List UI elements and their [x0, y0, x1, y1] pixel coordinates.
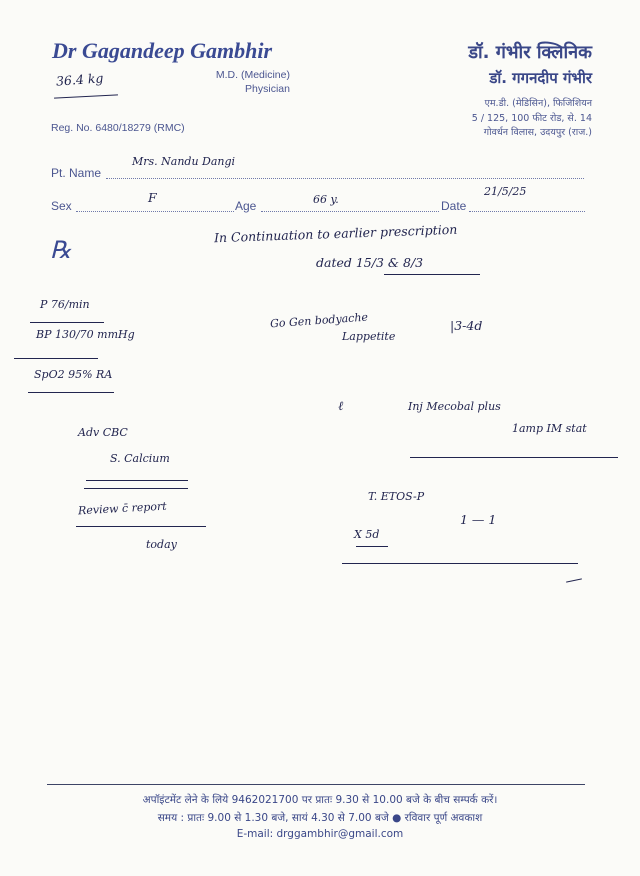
footer-timings: समय : प्रातः 9.00 से 1.30 बजे, सायं 4.30 से 7.00 बजे ● रविवार पूर्ण अवकाश [157, 812, 483, 824]
inj-line-2: 1amp IM stat [512, 422, 587, 435]
inj-marker: ℓ [338, 398, 344, 413]
pulse-value: P 76/min [40, 298, 90, 311]
registration-number: Reg. No. 6480/18279 (RMC) [51, 122, 185, 134]
address-line-2: गोवर्धन विलास, उदयपुर (राज.) [483, 127, 592, 138]
rx-symbol: ℞ [50, 238, 72, 264]
bp-value: BP 130/70 mmHg [36, 328, 135, 341]
weight-note: 36.4 kg [55, 70, 104, 89]
tab-dose: 1 — 1 [460, 512, 497, 527]
continuation-line-1: In Continuation to earlier prescription [213, 221, 458, 246]
footer-appointment: अपॉइंटमेंट लेने के लिये 9462021700 पर प्रातः 9.30 से 10.00 बजे के बीच सम्पर्क करें। [142, 794, 498, 806]
date-label: Date [441, 199, 467, 213]
inj-underline [410, 457, 618, 458]
doctor-name-hindi: डॉ. गगनदीप गंभीर [489, 69, 592, 87]
qualification-hindi: एम.डी. (मेडिसिन), फिजिशियन [484, 98, 592, 109]
patient-name-value: Mrs. Nandu Dangi [132, 155, 236, 168]
inj-line-1: Inj Mecobal plus [408, 400, 501, 413]
age-line [261, 211, 439, 212]
complaint-line-1: Go Gen bodyache [269, 310, 369, 331]
sex-value: F [148, 190, 157, 205]
tab-underline [342, 563, 578, 564]
doctor-designation: Physician [245, 83, 290, 95]
continuation-underline [384, 274, 480, 275]
pulse-underline [30, 322, 104, 323]
date-value: 21/5/25 [484, 185, 527, 198]
doctor-qualification: M.D. (Medicine) [215, 69, 290, 81]
review-line-2: today [146, 538, 177, 551]
complaint-duration: |3-4d [450, 318, 483, 333]
age-label: Age [235, 199, 257, 213]
tab-line: T. ETOS-P [368, 490, 425, 503]
tab-freq-underline [356, 546, 388, 547]
review-underline [76, 526, 206, 527]
footer-email: E-mail: drggambhir@gmail.com [236, 828, 404, 840]
spo2-value: SpO2 95% RA [34, 368, 113, 381]
clinic-name-hindi: डॉ. गंभीर क्लिनिक [468, 42, 592, 63]
weight-underline [54, 94, 118, 98]
advice-line-1: Adv CBC [78, 426, 128, 439]
advice-underline-1 [86, 480, 188, 481]
footer-divider [47, 784, 585, 785]
address-line-1: 5 / 125, 100 फीट रोड, से. 14 [471, 113, 592, 124]
sex-line [76, 211, 234, 212]
spo2-underline [28, 392, 114, 393]
continuation-line-2: dated 15/3 & 8/3 [316, 255, 424, 270]
advice-underline-2 [84, 488, 188, 489]
doctor-name: Dr Gagandeep Gambhir [52, 38, 273, 63]
patient-name-line [106, 178, 584, 179]
review-line-1: Review c̄ report [77, 499, 167, 518]
date-line [469, 211, 585, 212]
patient-name-label: Pt. Name [51, 166, 102, 180]
bp-underline [14, 358, 98, 359]
age-value: 66 y. [313, 193, 339, 206]
tab-frequency: X 5d [354, 528, 380, 541]
complaint-line-2: Lappetite [342, 330, 396, 343]
signature-mark [566, 578, 582, 582]
sex-label: Sex [51, 199, 72, 213]
advice-line-2: S. Calcium [110, 452, 170, 465]
